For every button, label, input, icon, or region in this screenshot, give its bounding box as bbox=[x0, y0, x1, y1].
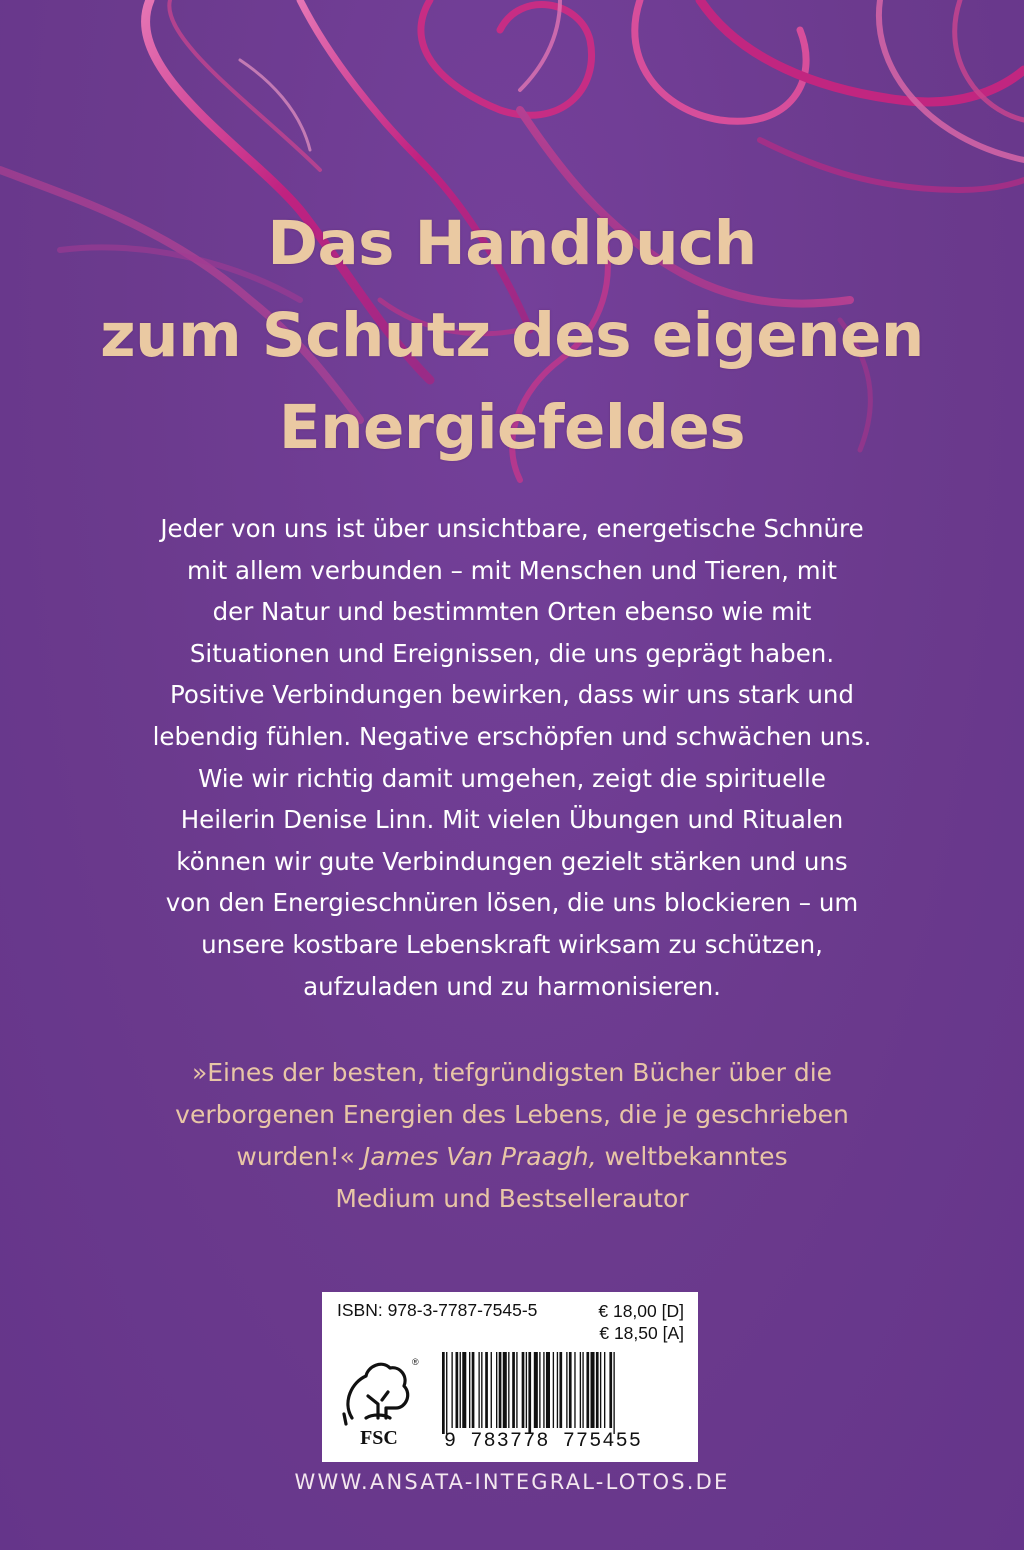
barcode-digits: 9 783778 775455 bbox=[444, 1430, 643, 1453]
quote-line-3 bbox=[62, 1136, 962, 1178]
quote-line-4: Medium und Bestsellerautor bbox=[335, 1184, 689, 1213]
blurb-line: Jeder von uns ist über unsichtbare, energetische Schnüre bbox=[160, 514, 864, 543]
blurb-line: der Natur und bestimmten Orten ebenso wie mit bbox=[212, 597, 812, 627]
barcode-bar bbox=[566, 1352, 567, 1428]
headline bbox=[0, 198, 1024, 474]
quote-line-1: »Eines der besten, tiefgründigsten Bücher über die bbox=[191, 1058, 833, 1087]
isbn-barcode-box bbox=[322, 1292, 698, 1462]
price-at: € 18,50 [A] bbox=[599, 1323, 684, 1343]
fsc-label: FSC bbox=[360, 1427, 398, 1449]
barcode-bar bbox=[596, 1352, 599, 1428]
barcode-bar bbox=[582, 1352, 583, 1428]
barcode-bar bbox=[469, 1352, 470, 1428]
barcode-bar bbox=[580, 1352, 581, 1428]
barcode-bar bbox=[446, 1352, 447, 1434]
quote-line-2: verborgenen Energien des Lebens, die je geschrieben bbox=[175, 1100, 849, 1129]
blurb-line: von den Energieschnüren lösen, die uns blockieren – um bbox=[165, 888, 859, 918]
barcode-bar bbox=[569, 1352, 572, 1428]
blurb-line: können wir gute Verbindungen gezielt stärken und uns bbox=[176, 846, 848, 876]
barcode-bar bbox=[496, 1352, 497, 1428]
barcode-bar bbox=[499, 1352, 502, 1428]
review-quote bbox=[62, 1052, 962, 1220]
barcode-bar bbox=[534, 1352, 538, 1428]
blurb-line: unsere kostbare Lebenskraft wirksam zu schützen, bbox=[201, 929, 823, 959]
barcode-bar bbox=[613, 1352, 614, 1434]
barcode-bar bbox=[491, 1352, 492, 1428]
price-de: € 18,00 [D] bbox=[598, 1301, 684, 1321]
price-block bbox=[598, 1300, 684, 1344]
barcode-bar bbox=[472, 1352, 475, 1428]
barcode-bar bbox=[559, 1352, 562, 1428]
barcode-bar bbox=[512, 1352, 515, 1428]
blurb-line: Heilerin Denise Linn. Mit vielen Übungen und Ritualen bbox=[180, 805, 844, 835]
barcode-bar bbox=[526, 1352, 527, 1428]
barcode-bar bbox=[522, 1352, 525, 1428]
barcode-bar bbox=[485, 1352, 488, 1428]
blurb-line: lebendig fühlen. Negative erschöpfen und schwächen uns. bbox=[152, 721, 872, 751]
blurb-line: Wie wir richtig damit umgehen, zeigt die spirituelle bbox=[198, 763, 826, 793]
barcode-bar bbox=[539, 1352, 540, 1428]
barcode-bar bbox=[600, 1352, 601, 1428]
quote-line-3-prefix: wurden!« bbox=[236, 1142, 363, 1171]
barcode-bar bbox=[478, 1352, 479, 1428]
blurb-line: Situationen und Ereignissen, die uns geprägt haben. bbox=[189, 638, 835, 668]
barcode-bar bbox=[481, 1352, 482, 1428]
barcode-bar bbox=[451, 1352, 452, 1428]
barcode-bar bbox=[460, 1352, 461, 1428]
barcode-bar bbox=[503, 1352, 507, 1428]
barcode-bar bbox=[574, 1352, 575, 1428]
barcode-bar bbox=[456, 1352, 459, 1428]
headline-line-2: zum Schutz des eigenen bbox=[100, 300, 924, 371]
quote-line-3-suffix: weltbekanntes bbox=[596, 1142, 788, 1171]
blurb-line: mit allem verbunden – mit Menschen und Tieren, mit bbox=[186, 555, 838, 585]
barcode-bar bbox=[516, 1352, 517, 1428]
barcode-bar bbox=[546, 1352, 550, 1428]
barcode-bar bbox=[528, 1352, 531, 1434]
isbn-number: ISBN: 978-3-7787-7545-5 bbox=[337, 1300, 538, 1320]
blurb-text bbox=[92, 508, 932, 1007]
barcode-bar bbox=[591, 1352, 595, 1428]
barcode bbox=[440, 1352, 688, 1434]
barcode-bar bbox=[604, 1352, 605, 1428]
quote-author: James Van Praagh, bbox=[362, 1142, 597, 1171]
barcode-bar bbox=[442, 1352, 445, 1434]
barcode-bar bbox=[553, 1352, 554, 1428]
headline-line-3: Energiefeldes bbox=[278, 392, 746, 463]
barcode-bar bbox=[609, 1352, 612, 1428]
headline-line-1: Das Handbuch bbox=[267, 208, 757, 279]
barcode-bar bbox=[543, 1352, 544, 1428]
fsc-logo-icon bbox=[338, 1352, 420, 1452]
barcode-bar bbox=[586, 1352, 589, 1428]
blurb-line: aufzuladen und zu harmonisieren. bbox=[303, 971, 721, 1001]
barcode-bar bbox=[508, 1352, 509, 1428]
blurb-line: Positive Verbindungen bewirken, dass wir uns stark und bbox=[170, 680, 854, 710]
publisher-website: WWW.ANSATA-INTEGRAL-LOTOS.DE bbox=[294, 1470, 730, 1494]
barcode-bar bbox=[462, 1352, 466, 1428]
registered-mark: ® bbox=[412, 1357, 419, 1367]
barcode-bar bbox=[557, 1352, 558, 1428]
